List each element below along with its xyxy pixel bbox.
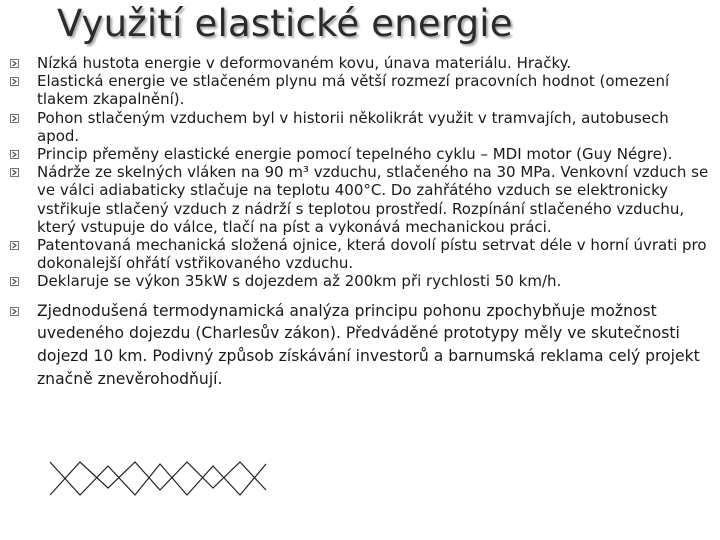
bullet-text: Zjednodušená termodynamická analýza principu pohonu zpochybňuje možnost uvedeného dojezdu (Charlesův zákon). Předváděné prototypy měly ve skutečnosti dojezd 10 km. Podivný způsob získávání investorů a barnumská reklama celý projekt značně znevěrohodňují. — [37, 301, 700, 389]
bullet-item — [10, 109, 710, 145]
bullet-text: Patentovaná mechanická složená ojnice, která dovolí pístu setrvat déle v horní úvrati pro dokonalejší ohřátí vstřikovaného vzduchu. — [37, 236, 707, 273]
bullet-item — [10, 272, 710, 290]
bullet-text: Deklaruje se výkon 35kW s dojezdem až 200km při rychlosti 50 km/h. — [37, 272, 562, 291]
arrow-square-icon — [10, 307, 19, 316]
slide-title: Využití elastické energie — [57, 2, 513, 45]
bullet-item — [10, 236, 710, 272]
bullet-text: Nádrže ze skelných vláken na 90 m³ vzduchu, stlačeného na 30 MPa. Venkovní vzduch se ve válci adiabaticky stlačuje na teplotu 400°C. Do zahřátého vzduch se elektronicky vstřikuje stlačený vzduch z nádrží s teplotou prostředí. Rozpínání stlačeného vzduchu, který vstupuje do válce, tlačí na píst a vykonává mechanickou práci. — [37, 163, 709, 236]
arrow-square-icon — [10, 150, 19, 159]
bullet-item — [10, 145, 710, 163]
bullet-text: Nízká hustota energie v deformovaném kovu, únava materiálu. Hračky. — [37, 54, 572, 72]
bullet-text: Princip přeměny elastické energie pomocí tepelného cyklu – MDI motor (Guy Négre). — [37, 145, 673, 164]
arrow-square-icon — [10, 277, 19, 286]
bullet-item — [10, 54, 710, 72]
arrow-square-icon — [10, 241, 19, 250]
arrow-square-icon — [10, 59, 19, 68]
bullet-text: Pohon stlačeným vzduchem byl v historii několikrát využit v tramvajích, autobusech apod. — [37, 108, 669, 145]
arrow-square-icon — [10, 77, 19, 86]
bullet-item — [10, 163, 710, 236]
arrow-square-icon — [10, 114, 19, 123]
bullet-text: Elastická energie ve stlačeném plynu má větší rozmezí pracovních hodnot (omezení tlakem zkapalnění). — [37, 72, 670, 109]
bullet-item — [10, 72, 710, 108]
bullet-list — [10, 54, 710, 391]
bullet-item — [10, 300, 710, 391]
arrow-square-icon — [10, 168, 19, 177]
